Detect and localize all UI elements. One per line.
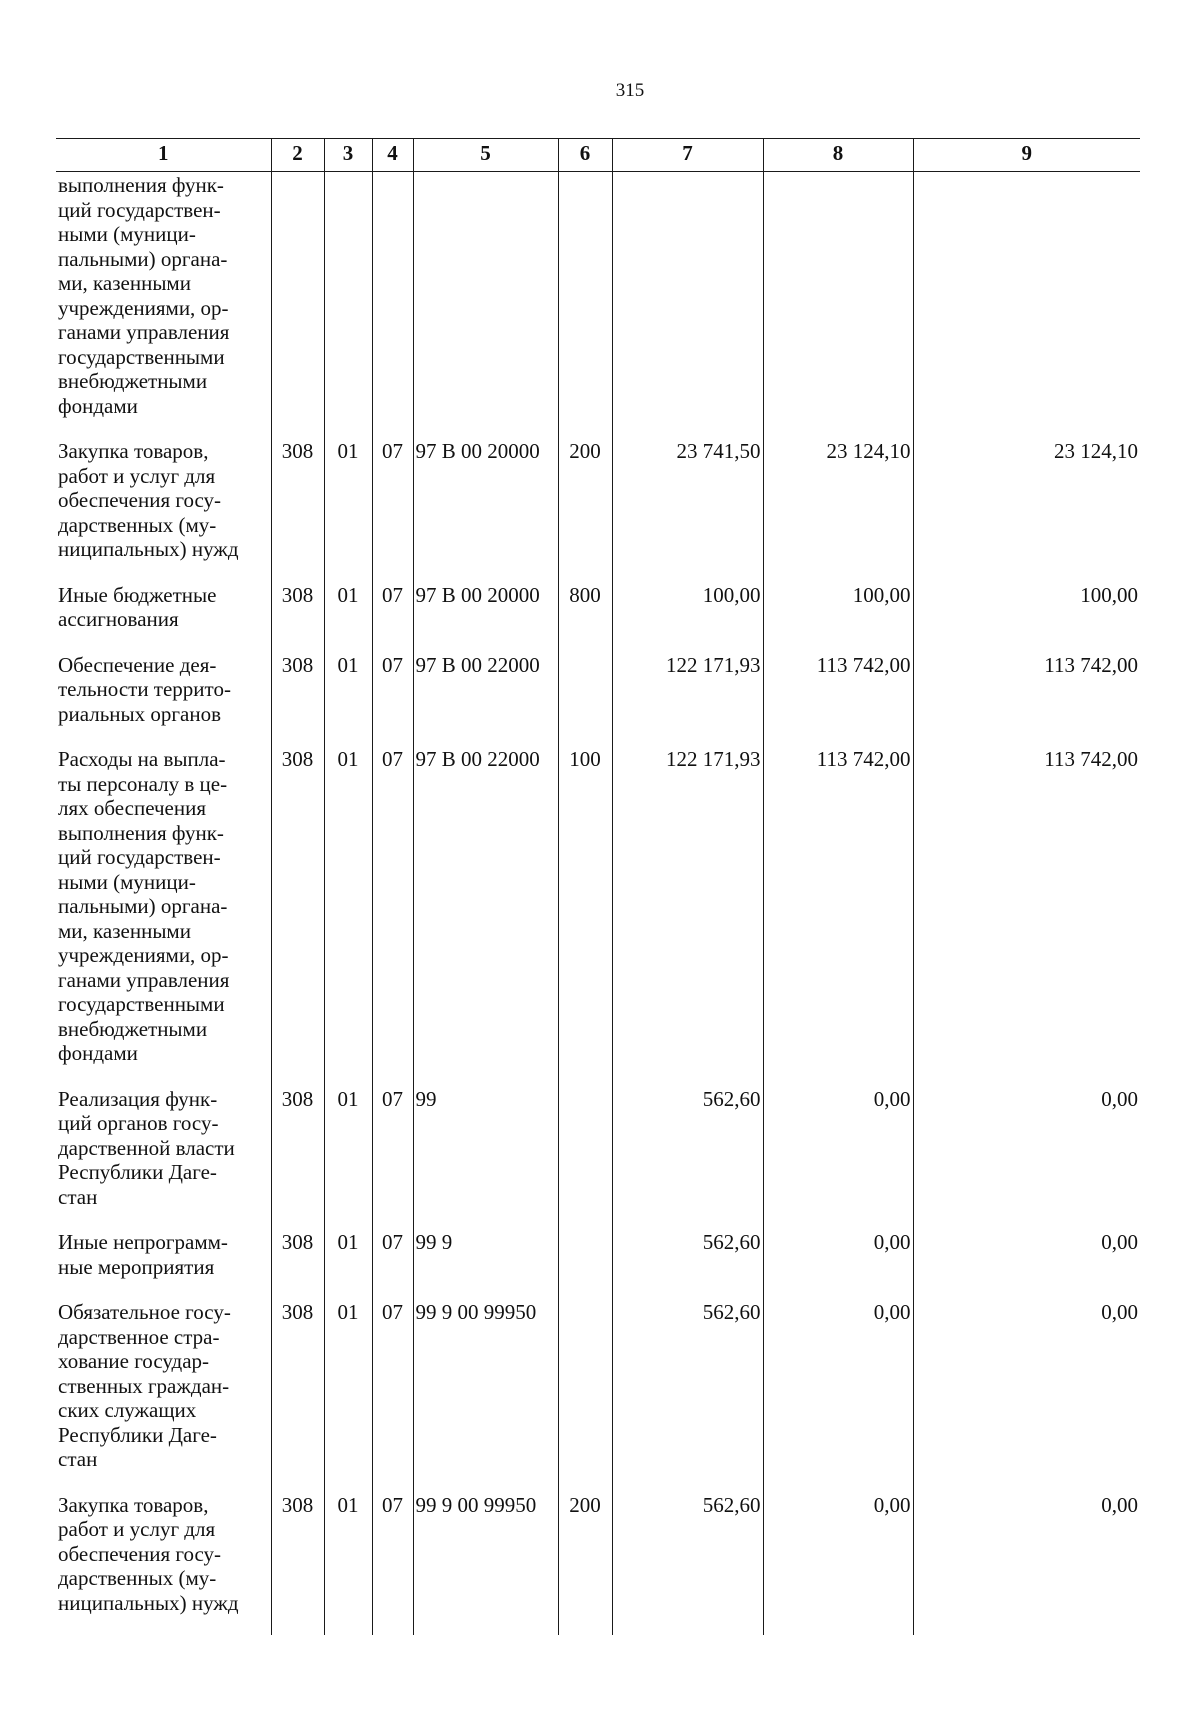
amount-col9-cell: 0,00 <box>913 1229 1140 1299</box>
table-body <box>56 172 1140 1636</box>
amount-col7-cell: 122 171,93 <box>612 746 763 1086</box>
amount-col9-cell: 23 124,10 <box>913 438 1140 582</box>
expense-type-cell <box>558 1086 612 1230</box>
amount-col8-cell: 113 742,00 <box>763 746 913 1086</box>
ministry-code-cell: 308 <box>271 1086 324 1230</box>
amount-col7-cell: 23 741,50 <box>612 438 763 582</box>
amount-col9-cell <box>913 172 1140 439</box>
column-header-9: 9 <box>913 139 1140 172</box>
expense-type-cell <box>558 172 612 439</box>
amount-col9-cell: 0,00 <box>913 1086 1140 1230</box>
table-header <box>56 139 1140 172</box>
ministry-code-cell: 308 <box>271 1492 324 1636</box>
target-article-cell: 99 <box>413 1086 558 1230</box>
subsection-code-cell: 07 <box>372 746 413 1086</box>
expense-type-cell <box>558 652 612 747</box>
amount-col7-cell: 562,60 <box>612 1086 763 1230</box>
ministry-code-cell <box>271 172 324 439</box>
row-name-cell: Иные бюджетные ассигнования <box>56 582 271 652</box>
row-name-cell: Закупка товаров, работ и услуг для обеспечения госу- дарственных (му- ниципальных) нужд <box>56 438 271 582</box>
subsection-code-cell <box>372 172 413 439</box>
amount-col8-cell: 0,00 <box>763 1086 913 1230</box>
amount-col8-cell: 113 742,00 <box>763 652 913 747</box>
amount-col8-cell: 0,00 <box>763 1492 913 1636</box>
section-code-cell: 01 <box>324 1299 372 1492</box>
header-row <box>56 139 1140 172</box>
table-row <box>56 1492 1140 1636</box>
table-row <box>56 1229 1140 1299</box>
section-code-cell: 01 <box>324 1492 372 1636</box>
amount-col8-cell: 0,00 <box>763 1229 913 1299</box>
ministry-code-cell: 308 <box>271 1229 324 1299</box>
row-name-cell: Реализация функ- ций органов госу- дарственной власти Республики Даге- стан <box>56 1086 271 1230</box>
target-article-cell <box>413 172 558 439</box>
target-article-cell: 97 В 00 20000 <box>413 438 558 582</box>
section-code-cell: 01 <box>324 1229 372 1299</box>
subsection-code-cell: 07 <box>372 582 413 652</box>
subsection-code-cell: 07 <box>372 1299 413 1492</box>
amount-col8-cell <box>763 172 913 439</box>
amount-col8-cell: 23 124,10 <box>763 438 913 582</box>
ministry-code-cell: 308 <box>271 582 324 652</box>
target-article-cell: 99 9 <box>413 1229 558 1299</box>
section-code-cell: 01 <box>324 746 372 1086</box>
amount-col8-cell: 100,00 <box>763 582 913 652</box>
column-header-3: 3 <box>324 139 372 172</box>
expense-type-cell: 800 <box>558 582 612 652</box>
amount-col7-cell: 562,60 <box>612 1299 763 1492</box>
page-number: 315 <box>615 80 645 101</box>
subsection-code-cell: 07 <box>372 652 413 747</box>
amount-col7-cell <box>612 172 763 439</box>
section-code-cell: 01 <box>324 582 372 652</box>
subsection-code-cell: 07 <box>372 438 413 582</box>
row-name-cell: Иные непрограмм- ные мероприятия <box>56 1229 271 1299</box>
column-header-5: 5 <box>413 139 558 172</box>
column-header-7: 7 <box>612 139 763 172</box>
budget-table <box>56 138 1140 1635</box>
amount-col7-cell: 122 171,93 <box>612 652 763 747</box>
ministry-code-cell: 308 <box>271 438 324 582</box>
table-row <box>56 746 1140 1086</box>
section-code-cell <box>324 172 372 439</box>
expense-type-cell: 100 <box>558 746 612 1086</box>
amount-col7-cell: 100,00 <box>612 582 763 652</box>
ministry-code-cell: 308 <box>271 746 324 1086</box>
table-row <box>56 582 1140 652</box>
expense-type-cell: 200 <box>558 1492 612 1636</box>
table-row <box>56 172 1140 439</box>
table-row <box>56 1086 1140 1230</box>
table-row <box>56 438 1140 582</box>
section-code-cell: 01 <box>324 1086 372 1230</box>
section-code-cell: 01 <box>324 438 372 582</box>
amount-col7-cell: 562,60 <box>612 1229 763 1299</box>
target-article-cell: 97 В 00 22000 <box>413 652 558 747</box>
amount-col7-cell: 562,60 <box>612 1492 763 1636</box>
amount-col8-cell: 0,00 <box>763 1299 913 1492</box>
column-header-4: 4 <box>372 139 413 172</box>
ministry-code-cell: 308 <box>271 1299 324 1492</box>
expense-type-cell: 200 <box>558 438 612 582</box>
row-name-cell: выполнения функ- ций государствен- ными (муници- пальными) органа- ми, казенными учреждениями, ор- ганами управления государственными внебюджетными фондами <box>56 172 271 439</box>
row-name-cell: Обеспечение дея- тельности террито- риальных органов <box>56 652 271 747</box>
subsection-code-cell: 07 <box>372 1086 413 1230</box>
target-article-cell: 99 9 00 99950 <box>413 1492 558 1636</box>
amount-col9-cell: 0,00 <box>913 1299 1140 1492</box>
column-header-2: 2 <box>271 139 324 172</box>
ministry-code-cell: 308 <box>271 652 324 747</box>
expense-type-cell <box>558 1299 612 1492</box>
amount-col9-cell: 113 742,00 <box>913 746 1140 1086</box>
column-header-1: 1 <box>56 139 271 172</box>
amount-col9-cell: 0,00 <box>913 1492 1140 1636</box>
expense-type-cell <box>558 1229 612 1299</box>
table-row <box>56 1299 1140 1492</box>
row-name-cell: Обязательное госу- дарственное стра- хование государ- ственных граждан- ских служащих Республики Даге- стан <box>56 1299 271 1492</box>
table-row <box>56 652 1140 747</box>
target-article-cell: 97 В 00 22000 <box>413 746 558 1086</box>
row-name-cell: Расходы на выпла- ты персоналу в це- лях обеспечения выполнения функ- ций государствен- ными (муници- пальными) органа- ми, казенными учреждениями, ор- ганами управления государственными внебюджетными фондами <box>56 746 271 1086</box>
column-header-8: 8 <box>763 139 913 172</box>
amount-col9-cell: 113 742,00 <box>913 652 1140 747</box>
amount-col9-cell: 100,00 <box>913 582 1140 652</box>
target-article-cell: 97 В 00 20000 <box>413 582 558 652</box>
column-header-6: 6 <box>558 139 612 172</box>
target-article-cell: 99 9 00 99950 <box>413 1299 558 1492</box>
row-name-cell: Закупка товаров, работ и услуг для обеспечения госу- дарственных (му- ниципальных) нужд <box>56 1492 271 1636</box>
subsection-code-cell: 07 <box>372 1229 413 1299</box>
subsection-code-cell: 07 <box>372 1492 413 1636</box>
section-code-cell: 01 <box>324 652 372 747</box>
